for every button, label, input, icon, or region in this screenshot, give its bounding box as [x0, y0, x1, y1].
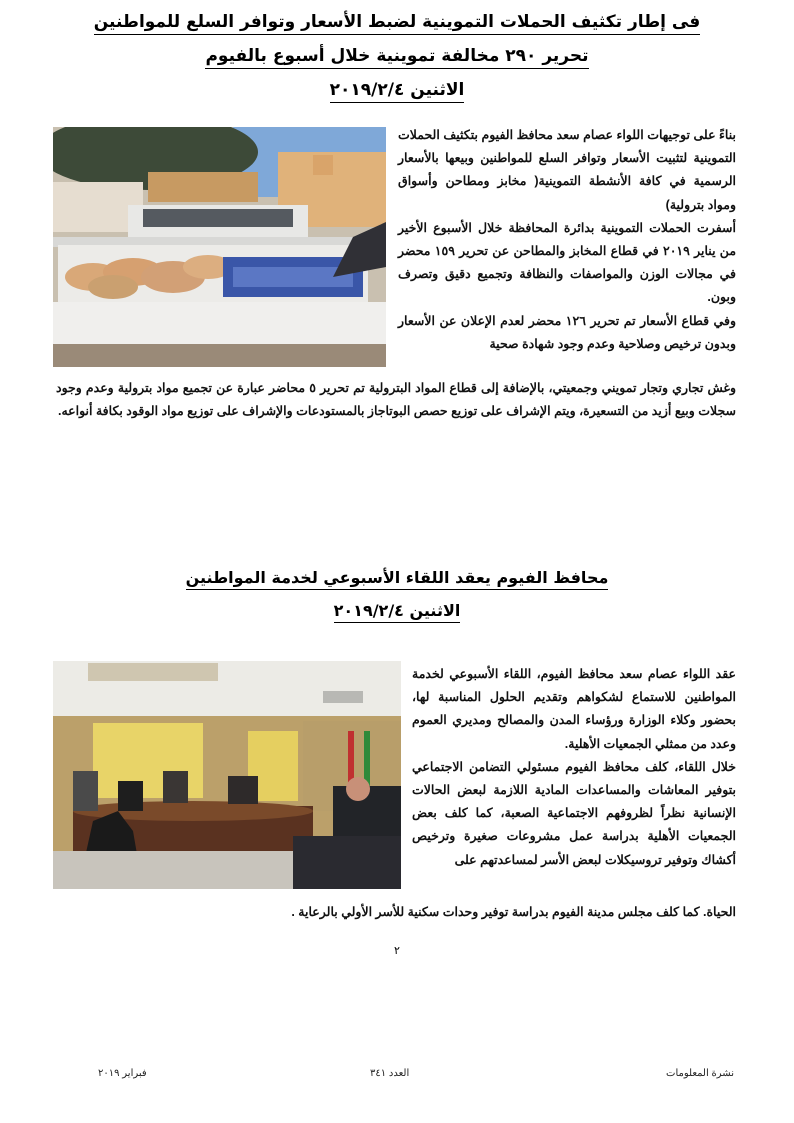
article2-body-full: الحياة. كما كلف مجلس مدينة الفيوم بدراسة توفير وحدات سكنية للأسر الأولي بالرعاية .	[291, 905, 736, 919]
article2-body-side	[412, 663, 736, 872]
article1-paragraph: أسفرت الحملات التموينية بدائرة المحافظة خلال الأسبوع الأخير من يناير ٢٠١٩ في قطاع المخابز والمطاحن عن تحرير ١٥٩ محضر في مجالات الوزن والمواصفات والنظافة وتجميع دقيق وتصرف وبون.	[398, 220, 737, 305]
footer-date: فبراير ٢٠١٩	[98, 1068, 147, 1079]
article1-paragraph: بناءً على توجيهات اللواء عصام سعد محافظ الفيوم بتكثيف الحملات التموينية لتثبيت الأسعار وتوافر السلع للمواطنين وبيعها بالأسعار الرسمية في كافة الأنشطة التموينية( مخابز ومطاحن وأسواق ومواد بترولية)	[398, 128, 736, 212]
article1-body-full: وغش تجاري وتجار تمويني وجمعيتي، بالإضافة إلى قطاع المواد البترولية تم تحرير ٥ محاضر عبارة عن تجميع مواد بترولية وعدم وجود سجلات وبيع أزيد من التسعيرة، ويتم الإشراف على توزيع حصص البوتاجاز بالمستودعات والإشراف على توزيع مواد الوقود بكافة أنواعه.	[56, 381, 736, 419]
footer-issue: العدد ٣٤١	[370, 1068, 410, 1079]
article1-subheadline: تحرير ٢٩٠ مخالفة تموينية خلال أسبوع بالفيوم	[0, 46, 794, 66]
article1-paragraph: وفي قطاع الأسعار تم تحرير ١٢٦ محضر لعدم الإعلان عن الأسعار وبدون ترخيص وصلاحية وعدم وجود شهادة صحية	[398, 313, 736, 351]
article2-date: الاثنين ٢٠١٩/٢/٤	[0, 601, 794, 620]
article2-paragraph: عقد اللواء عصام سعد محافظ الفيوم، اللقاء الأسبوعي لخدمة المواطنين للاستماع لشكواهم وتقديم الحلول المناسبة لها، بحضور وكلاء الوزارة ورؤساء المدن والمصالح ومديري العموم وعدد من ممثلي الجمعيات الأهلية.	[412, 667, 736, 751]
article2-paragraph: خلال اللقاء، كلف محافظ الفيوم مسئولي التضامن الاجتماعي بتوفير المعاشات والمساعدات المادية اللازمة لبعض الحالات الإنسانية نظراً لظروفهم الاجتماعية الصعبة، كما كلف بعض الجمعيات الأهلية بدراسة عمل مشروعات صغيرة وترخيص أكشاك وتوفير تروسيكلات لبعض الأسر لمساعدتهم على	[412, 759, 736, 867]
article2-photo	[53, 661, 401, 889]
article1-photo	[53, 127, 386, 367]
footer-publication: نشرة المعلومات	[666, 1068, 734, 1079]
page-number: ٢	[394, 945, 400, 957]
truck-photo-image	[53, 127, 386, 367]
article2-headline: محافظ الفيوم يعقد اللقاء الأسبوعي لخدمة المواطنين	[0, 568, 794, 587]
meeting-photo-image	[53, 661, 401, 889]
article1-date: الاثنين ٢٠١٩/٢/٤	[0, 80, 794, 100]
article1-headline: فى إطار تكثيف الحملات التموينية لضبط الأسعار وتوافر السلع للمواطنين	[0, 12, 794, 32]
article1-body-side	[398, 124, 736, 356]
